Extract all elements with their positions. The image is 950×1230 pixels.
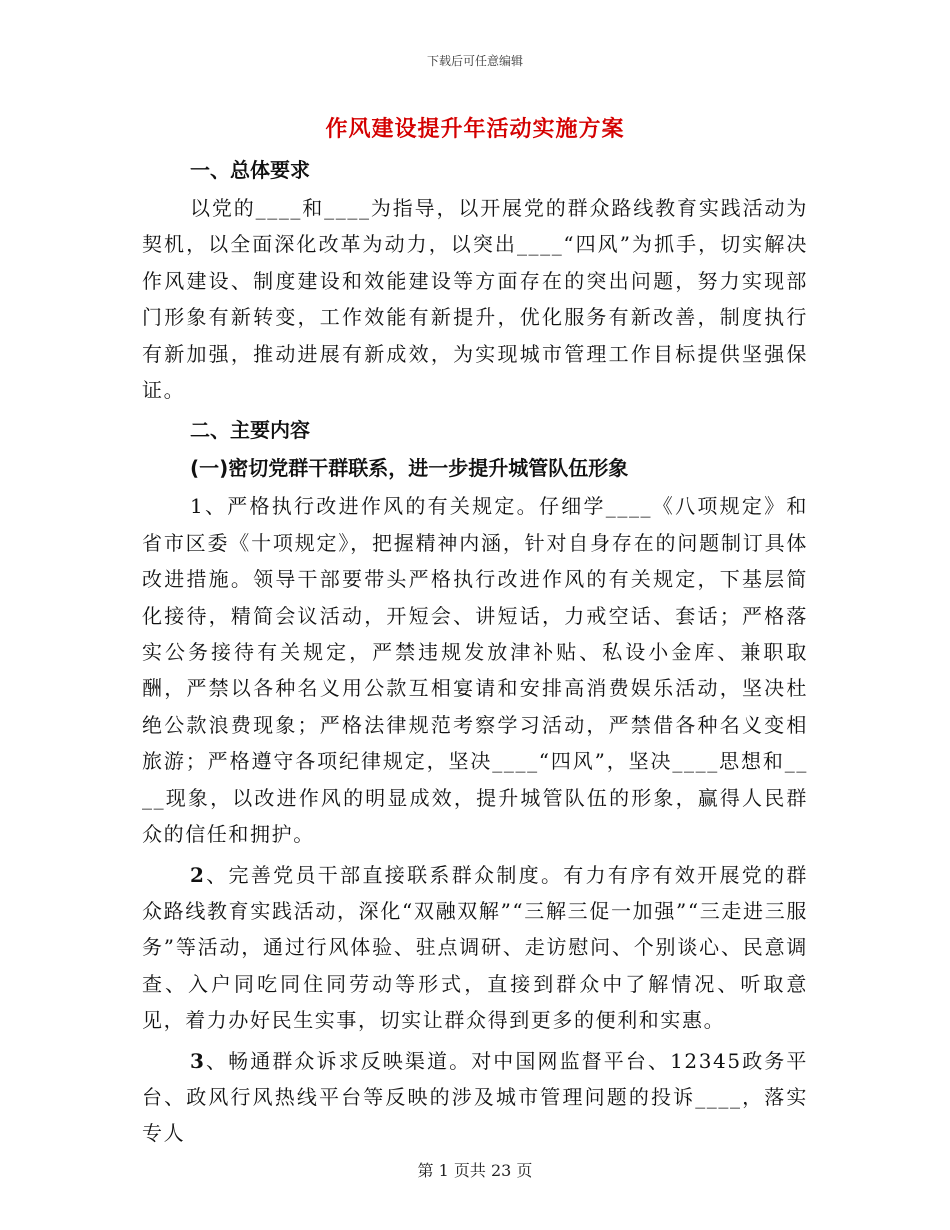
page-footer: 第 1 页共 23 页 [417, 1161, 533, 1180]
section-heading-1: 一、总体要求 [190, 158, 310, 182]
item-3-number: 3 [190, 1048, 206, 1073]
paragraph-item-1: 1、严格执行改进作风的有关规定。仔细学____《八项规定》和省市区委《十项规定》，把握精神内涵，针对自身存在的问题制订具体改进措施。领导干部要带头严格执行改进作风的有关规定，下基层简化接待，精简会议活动，开短会、讲短话，力戒空话、套话；严格落实公务接待有关规定，严禁违规发放津补贴、私设小金库、兼职取酬，严禁以各种名义用公款互相宴请和安排高消费娱乐活动，坚决杜绝公款浪费现象；严格法律规范考察学习活动，严禁借各种名义变相旅游；严格遵守各项纪律规定，坚决____“四风”，坚决____思想和____现象，以改进作风的明显成效，提升城管队伍的形象，赢得人民群众的信任和拥护。 [142, 494, 808, 847]
item-2-number: 2 [190, 862, 206, 887]
document-title: 作风建设提升年活动实施方案 [325, 117, 625, 142]
document-body [142, 150, 808, 1156]
item-3-text: 、畅通群众诉求反映渠道。对中国网监督平台、12345政务平台、政风行风热线平台等反映的涉及城市管理问题的投诉____，落实专人 [142, 1048, 808, 1146]
page-header: 下载后可任意编辑 [426, 54, 523, 68]
item-2-text: 、完善党员干部直接联系群众制度。有力有序有效开展党的群众路线教育实践活动，深化“双融双解”“三解三促一加强”“三走进三服务”等活动，通过行风体验、驻点调研、走访慰问、个别谈心、民意调查、入户同吃同住同劳动等形式，直接到群众中了解情况、听取意见，着力办好民生实事，切实让群众得到更多的便利和实惠。 [142, 862, 808, 1033]
paragraph-item-3 [142, 1043, 808, 1152]
section-heading-2: 二、主要内容 [190, 418, 310, 443]
paragraph-item-2 [142, 857, 808, 1039]
subsection-heading-1: (一)密切党群干群联系，进一步提升城管队伍形象 [190, 456, 629, 481]
paragraph-general-requirements: 以党的____和____为指导，以开展党的群众路线教育实践活动为契机，以全面深化改革为动力，以突出____“四风”为抓手，切实解决作风建设、制度建设和效能建设等方面存在的突出问题，努力实现部门形象有新转变，工作效能有新提升，优化服务有新改善，制度执行有新加强，推动进展有新成效，为实现城市管理工作目标提供坚强保证。 [142, 196, 808, 403]
